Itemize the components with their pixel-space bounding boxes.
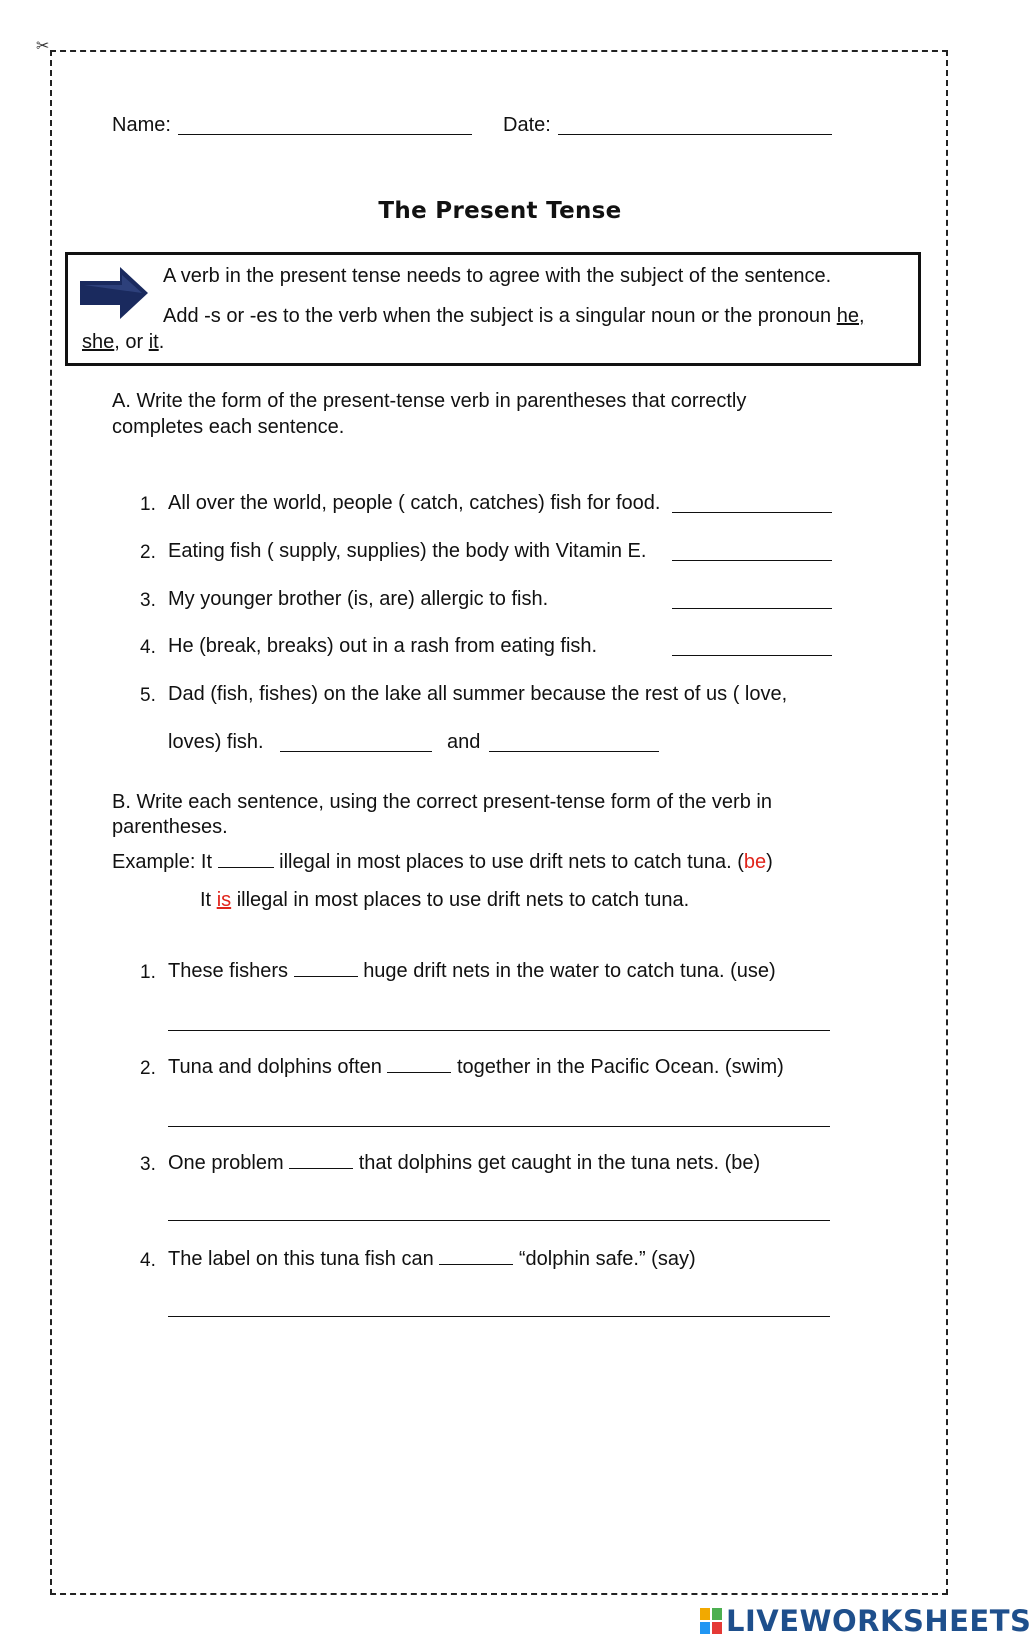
- rule-text-2-prefix: Add -s or -es to the verb when the subject is a singular noun or the pronoun: [163, 305, 837, 327]
- b-item-4-number: 4.: [140, 1250, 156, 1271]
- a-item-5-answer-1[interactable]: [280, 751, 432, 752]
- b-item-2-before: Tuna and dolphins often: [168, 1056, 382, 1078]
- a-item-4-text: He (break, breaks) out in a rash from eating fish.: [168, 635, 598, 657]
- a-item-3-answer[interactable]: [672, 608, 832, 609]
- b-item-1-before: These fishers: [168, 960, 289, 982]
- b-item-4-blank: [439, 1251, 513, 1265]
- b-item-3-answer-line[interactable]: [168, 1220, 830, 1221]
- rule-period: .: [158, 331, 165, 353]
- b-item-4-answer-line[interactable]: [168, 1316, 830, 1317]
- name-field[interactable]: [178, 134, 472, 135]
- a-item-1-number: 1.: [140, 494, 156, 515]
- example-verb: be: [743, 851, 767, 873]
- b-item-4-text: [168, 1248, 696, 1271]
- a-item-3-text: My younger brother (is, are) allergic to fish.: [168, 588, 549, 610]
- b-item-1-after: huge drift nets in the water to catch tuna. (use): [363, 960, 776, 982]
- arrow-right-icon: [80, 267, 150, 319]
- example-middle: illegal in most places to use drift nets to catch tuna. (: [279, 851, 744, 873]
- pronoun-she: she: [82, 331, 115, 353]
- b-item-1-blank: [294, 963, 358, 977]
- a-item-2-number: 2.: [140, 542, 156, 563]
- scissors-icon: ✂: [36, 38, 50, 55]
- example-answer: [200, 889, 689, 912]
- example-answer-start: It: [200, 889, 212, 911]
- b-item-3-blank: [289, 1155, 353, 1169]
- a-item-2-answer[interactable]: [672, 560, 832, 561]
- b-item-2-after: together in the Pacific Ocean. (swim): [457, 1056, 784, 1078]
- liveworksheets-watermark: LIVEWORKSHEETS: [726, 1604, 1031, 1638]
- rule-box: [65, 252, 921, 366]
- example-blank: [218, 854, 274, 868]
- b-item-3-text: [168, 1152, 760, 1175]
- b-item-3-after: that dolphins get caught in the tuna nets. (be): [358, 1152, 761, 1174]
- b-item-2-text: [168, 1056, 784, 1079]
- b-item-2-answer-line[interactable]: [168, 1126, 830, 1127]
- a-item-4-number: 4.: [140, 637, 156, 658]
- a-item-5-and: and: [447, 731, 481, 753]
- date-label: Date:: [503, 114, 551, 136]
- section-b-instruction-1: B. Write each sentence, using the correct present-tense form of the verb in: [112, 791, 772, 813]
- a-item-5-text: Dad (fish, fishes) on the lake all summer because the rest of us ( love,: [168, 683, 788, 705]
- a-item-5-answer-2[interactable]: [489, 751, 659, 752]
- example-sentence: [112, 851, 773, 874]
- a-item-5-continuation: loves) fish.: [168, 731, 264, 753]
- b-item-4-after: “dolphin safe.” (say): [518, 1248, 696, 1270]
- example-answer-rest: illegal in most places to use drift nets to catch tuna.: [236, 889, 690, 911]
- rule-text-2: [163, 305, 865, 328]
- pronoun-he: he,: [836, 305, 865, 327]
- rule-or: , or: [114, 331, 149, 353]
- b-item-1-number: 1.: [140, 962, 156, 983]
- b-item-1-answer-line[interactable]: [168, 1030, 830, 1031]
- b-item-3-number: 3.: [140, 1154, 156, 1175]
- example-prefix: Example: It: [112, 851, 213, 873]
- b-item-2-number: 2.: [140, 1058, 156, 1079]
- a-item-3-number: 3.: [140, 590, 156, 611]
- b-item-2-blank: [387, 1059, 451, 1073]
- example-close: ): [766, 851, 773, 873]
- b-item-3-before: One problem: [168, 1152, 284, 1174]
- section-a-instruction-1: A. Write the form of the present-tense verb in parentheses that correctly: [112, 390, 747, 412]
- page-title: The Present Tense: [378, 198, 622, 224]
- a-item-1-answer[interactable]: [672, 512, 832, 513]
- section-b-instruction-2: parentheses.: [112, 816, 228, 838]
- example-answer-verb: is: [216, 889, 232, 911]
- b-item-4-before: The label on this tuna fish can: [168, 1248, 434, 1270]
- liveworksheets-logo-icon: [700, 1608, 722, 1634]
- a-item-5-number: 5.: [140, 685, 156, 706]
- b-item-1-text: [168, 960, 776, 983]
- pronoun-it: it: [148, 331, 159, 353]
- name-label: Name:: [112, 114, 171, 136]
- a-item-4-answer[interactable]: [672, 655, 832, 656]
- rule-text-1: A verb in the present tense needs to agree with the subject of the sentence.: [163, 265, 832, 287]
- section-a-instruction-2: completes each sentence.: [112, 416, 345, 438]
- date-field[interactable]: [558, 134, 832, 135]
- a-item-2-text: Eating fish ( supply, supplies) the body with Vitamin E.: [168, 540, 647, 562]
- rule-text-3: [82, 331, 164, 354]
- a-item-1-text: All over the world, people ( catch, catches) fish for food.: [168, 492, 661, 514]
